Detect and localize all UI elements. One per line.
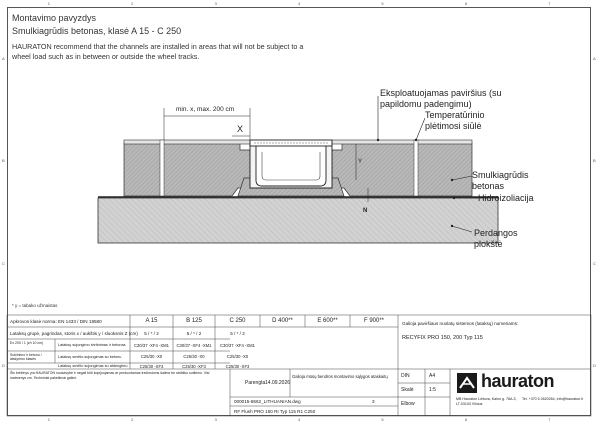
frame-row-tick: D xyxy=(2,362,5,368)
row2-cell: C30/37 -XF4 -XM1 xyxy=(134,343,169,348)
product-heading: Galioja paviršiaus nuolatų sistemos (lataksų) numeriams: xyxy=(402,321,519,326)
load-class-cell: C 250 xyxy=(229,318,246,324)
table-row0-label: Apkrovos klasė norma: EN 1433 / DIN 19580 xyxy=(10,319,102,324)
table-side-label-1: Ex 200 / 1 (zh 10 cm) xyxy=(10,341,44,345)
installation-note: HAURATON recommend that the channels are installed in areas that will not be subject to a wheel load such as in between or outside the wheel tracks. xyxy=(12,42,304,61)
sheet-number: 3 xyxy=(372,399,375,404)
table-row4-sub: Lataksų smėlio sujungimas su atdengimu xyxy=(58,364,128,368)
parengta-date: 14.09.2026 xyxy=(265,380,291,386)
load-class-cell: F 900** xyxy=(363,318,384,324)
drawing-subtitle: Smulkiagrūdis betonas, klasė A 15 - C 250 xyxy=(12,26,182,36)
row1-cell: 5 / * / 2 xyxy=(186,331,202,336)
frame-col-tick: 6 xyxy=(464,417,468,422)
ed-label: Elbow xyxy=(401,401,415,407)
frame-row-tick: C xyxy=(2,260,5,266)
frame-row-tick: B xyxy=(593,158,596,164)
frame-row-tick: A xyxy=(593,56,596,62)
frame-col-tick: 4 xyxy=(298,417,301,422)
frame-col-tick: 6 xyxy=(464,1,468,6)
n-marker: N xyxy=(363,208,368,214)
valid-label: Galioja mūsų bendros montavimo sąlygos ataskaitų xyxy=(292,374,388,379)
row4-cell: C25/30 -XF3 xyxy=(182,364,206,369)
frame-col-tick: 7 xyxy=(548,1,551,6)
scale-value: 1:5 xyxy=(429,387,436,393)
load-class-cell: B 125 xyxy=(186,318,202,324)
table-row3-sub: Lataksų smėlio sujungimas su betonu xyxy=(58,355,122,359)
load-class-cell: E 600** xyxy=(317,318,338,324)
company-contact: Tel. +370 5 2620264, info@hauraton.lt xyxy=(522,397,584,401)
company-address: MB Hauraton Lietuva, Kalno g. 78A-3, LT-03103 Vilnius xyxy=(456,397,517,406)
company-name: hauraton xyxy=(481,371,555,391)
product-name: RECYFIX PRO 150, 200 Typ 115 xyxy=(402,335,483,341)
label-surface: Eksploatuojamas paviršius (su papildomu padengimu) xyxy=(380,88,502,109)
label-slab: Perdangos plokštė xyxy=(474,228,518,249)
frame-col-tick: 5 xyxy=(381,417,384,422)
frame-col-tick: 5 xyxy=(381,1,384,6)
frame-row-tick: D xyxy=(593,362,596,368)
row4-cell: C25/30 -XF3 xyxy=(139,364,164,369)
row1-cell: 5 / * / 2 xyxy=(144,331,159,336)
frame-col-tick: 2 xyxy=(131,417,134,422)
bottom-line: RF Flush PRO 150 RI Typ 115 R1 C250 xyxy=(234,409,316,414)
hauraton-logo xyxy=(456,371,588,395)
dimension-label: min. x, max. 200 cm xyxy=(176,106,235,113)
x-marker: X xyxy=(237,124,244,134)
frame-col-tick: 3 xyxy=(214,417,217,422)
table-row2-label: Lataksų sujungimo tvirtinimas ir betonas xyxy=(58,343,126,347)
label-joint: Temperatūrinio plėtimosi siūlė xyxy=(425,110,505,132)
frame-row-tick: B xyxy=(2,158,5,164)
y-marker: Y xyxy=(358,159,363,165)
row4-cell: C25/30 -XF3 xyxy=(225,364,250,369)
scale-label: Skalė xyxy=(401,387,414,393)
row3-cell: C25/30 -X0 xyxy=(183,354,205,359)
footer-note: Šis brėžinys yra HAURATON nuosavybė ir negali būti kopijuojamas ar perduodamas trečiosioms šalims be raštiško sutikimo. Visi matmenys cm. Techniniai pakeitimai galimi. xyxy=(10,371,210,380)
row3-cell: C25/30 -X0 xyxy=(140,354,163,359)
drawing-title: Montavimo pavyzdys xyxy=(12,13,97,23)
frame-col-tick: 7 xyxy=(548,417,551,422)
label-concrete: Smulkiagrūdis betonas xyxy=(472,170,529,191)
din-label: DIN xyxy=(401,373,410,379)
frame-col-tick: 4 xyxy=(298,1,301,6)
din-value: A4 xyxy=(429,373,436,379)
frame-col-tick: 2 xyxy=(131,1,134,6)
frame-col-tick: 3 xyxy=(214,1,217,6)
row2-cell: C30/37 -XF4 -XM1 xyxy=(220,343,255,348)
frame-row-tick: C xyxy=(593,260,596,266)
row3-cell: C25/30 -X0 xyxy=(226,354,249,359)
row1-cell: 5 / * / 2 xyxy=(230,331,245,336)
footnote: * y = tabako užmaistas xyxy=(12,303,58,308)
table-row1-label: Lataksų grupė, pagrindas, storis x / aukštis y / sluoksnis Z (cm) xyxy=(10,331,138,336)
load-class-cell: D 400** xyxy=(272,318,293,324)
frame-col-tick: 1 xyxy=(47,417,50,422)
load-class-cell: A 15 xyxy=(145,318,158,324)
parengta-label: Parengta xyxy=(245,380,266,386)
table-side-label-2: Sulčinimo ir betono / atskyrimo klasės xyxy=(10,353,42,361)
label-waterproof: Hidroizoliacija xyxy=(478,193,534,203)
row2-cell: C30/37 -XF4 -XM1 xyxy=(176,343,212,348)
frame-row-tick: A xyxy=(2,56,5,62)
drawing-number: 000015-8662_LITHUANIAN.dwg xyxy=(234,399,301,404)
frame-col-tick: 1 xyxy=(47,1,50,6)
